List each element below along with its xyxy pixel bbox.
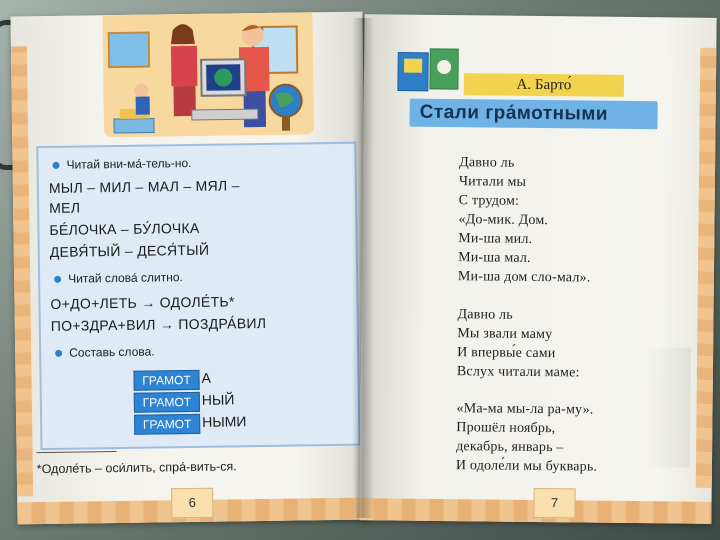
instruction-read-carefully: Читай вни-ма́-тель-но. bbox=[52, 156, 191, 172]
poem-line-10: И впервы́е сами bbox=[457, 345, 556, 362]
word-line-2: МЕЛ bbox=[49, 199, 81, 216]
poem-line-3: С трудом: bbox=[458, 193, 520, 209]
left-page bbox=[10, 12, 369, 525]
word-suffix-2: НЫЙ bbox=[201, 391, 235, 408]
instruction-compose-words: Составь слова. bbox=[55, 345, 155, 360]
books-icon bbox=[396, 45, 462, 94]
word-build-2: ПО+ЗДРА+ВИЛ → ПОЗДРА́ВИЛ bbox=[50, 314, 267, 334]
word-suffix-1: А bbox=[201, 369, 211, 386]
word-suffix-3: НЫМИ bbox=[202, 413, 247, 430]
bullet-icon bbox=[55, 350, 62, 357]
poem-line-7: Ми-ша дом сло-мал». bbox=[457, 269, 591, 286]
footnote: *Одоле́ть – оси́лить, спра́-вить-ся. bbox=[36, 459, 237, 477]
word-line-4: ДЕВЯ́ТЫЙ – ДЕСЯ́ТЫЙ bbox=[49, 241, 210, 260]
page-number-left: 6 bbox=[171, 488, 213, 519]
poem-line-1: Давно ль bbox=[459, 155, 515, 171]
poem-line-11: Вслух читали маме: bbox=[456, 364, 580, 381]
word-line-1: МЫЛ – МИЛ – МАЛ – МЯЛ – bbox=[48, 177, 240, 196]
word-line-3: БЕ́ЛОЧКА – БУ́ЛОЧКА bbox=[49, 219, 200, 238]
classroom-illustration bbox=[102, 12, 314, 137]
poem-line-15: И одоле́ли мы букварь. bbox=[455, 458, 598, 475]
book-gutter bbox=[352, 18, 374, 518]
word-stem-2: ГРАМОТ bbox=[134, 392, 200, 413]
poem-line-5: Ми-ша мил. bbox=[458, 231, 533, 247]
instruction-read-fluently: Читай слова́ слитно. bbox=[54, 270, 183, 286]
exercise-box bbox=[36, 142, 360, 450]
word-stem-1: ГРАМОТ bbox=[133, 370, 199, 391]
word-stem-3: ГРАМОТ bbox=[134, 414, 200, 435]
poem-line-6: Ми-ша мал. bbox=[458, 250, 531, 266]
author-name: А. Барто́ bbox=[464, 73, 624, 97]
children-computer-illustration bbox=[102, 12, 314, 137]
page-number-right: 7 bbox=[533, 488, 575, 518]
poem-line-9: Мы звали маму bbox=[457, 326, 553, 343]
footnote-divider bbox=[37, 451, 117, 453]
right-page bbox=[359, 14, 716, 524]
poem-line-14: декабрь, январь – bbox=[456, 439, 564, 456]
word-build-1: О+ДО+ЛЕТЬ → ОДОЛЕ́ТЬ* bbox=[50, 293, 235, 312]
poem-line-4: «До-мик. Дом. bbox=[458, 212, 549, 229]
poem-line-13: Прошёл ноябрь, bbox=[456, 420, 556, 437]
poem-line-8: Давно ль bbox=[457, 307, 513, 323]
poem-title: Стали гра́мотными bbox=[419, 101, 609, 125]
bullet-icon bbox=[53, 162, 60, 169]
page-shadow bbox=[644, 347, 691, 467]
poem-line-2: Читали мы bbox=[458, 174, 527, 190]
poem-line-12: «Ма-ма мы-ла ра-му». bbox=[456, 401, 594, 418]
bullet-icon bbox=[54, 276, 61, 283]
